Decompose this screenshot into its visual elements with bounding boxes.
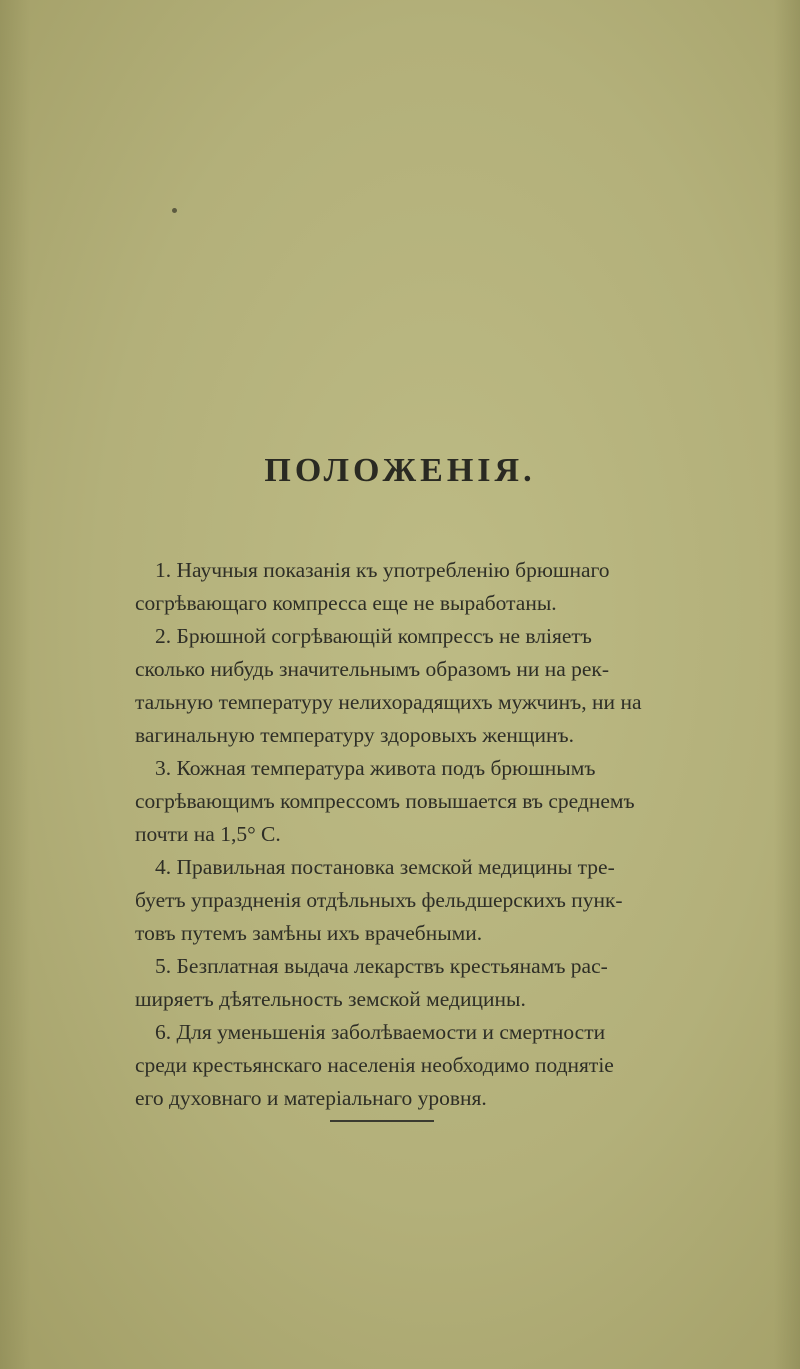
thesis-line: согрѣвающимъ компрессомъ повышается въ среднемъ — [135, 789, 635, 813]
thesis-line: 5. Безплатная выдача лекарствъ крестьянамъ рас- — [155, 954, 608, 978]
thesis-line: 6. Для уменьшенія заболѣваемости и смертности — [155, 1020, 606, 1044]
thesis-2 — [135, 620, 655, 752]
thesis-line: 2. Брюшной согрѣвающій компрессъ не вліяетъ — [155, 624, 592, 648]
page-right-shadow — [774, 0, 800, 1369]
thesis-line: 3. Кожная температура живота подъ брюшнымъ — [155, 756, 596, 780]
thesis-line: его духовнаго и матеріальнаго уровня. — [135, 1086, 487, 1110]
thesis-line: сколько нибудь значительнымъ образомъ ни на рек- — [135, 657, 610, 681]
closing-rule — [330, 1120, 434, 1122]
page-heading: ПОЛОЖЕНІЯ. — [264, 452, 536, 489]
thesis-line: ширяетъ дѣятельность земской медицины. — [135, 987, 526, 1011]
thesis-line: буетъ упраздненія отдѣльныхъ фельдшерскихъ пунк- — [135, 888, 623, 912]
thesis-3 — [135, 752, 655, 851]
thesis-line: товъ путемъ замѣны ихъ врачебными. — [135, 921, 483, 945]
thesis-line: 1. Научныя показанія къ употребленію брюшнаго — [155, 558, 610, 582]
thesis-line: среди крестьянскаго населенія необходимо поднятіе — [135, 1053, 614, 1077]
page-left-shadow — [0, 0, 30, 1369]
thesis-6 — [135, 1016, 655, 1115]
thesis-4 — [135, 851, 655, 950]
thesis-line: вагинальную температуру здоровыхъ женщинъ. — [135, 723, 574, 747]
thesis-line: согрѣвающаго компресса еще не выработаны. — [135, 591, 557, 615]
thesis-line: 4. Правильная постановка земской медицины тре- — [155, 855, 615, 879]
thesis-1 — [135, 554, 655, 620]
thesis-line: почти на 1,5° С. — [135, 822, 281, 846]
thesis-line: тальную температуру нелихорадящихъ мужчинъ, ни на — [135, 690, 642, 714]
ink-speck — [172, 208, 177, 213]
thesis-5 — [135, 950, 655, 1016]
theses-list — [135, 554, 655, 1115]
